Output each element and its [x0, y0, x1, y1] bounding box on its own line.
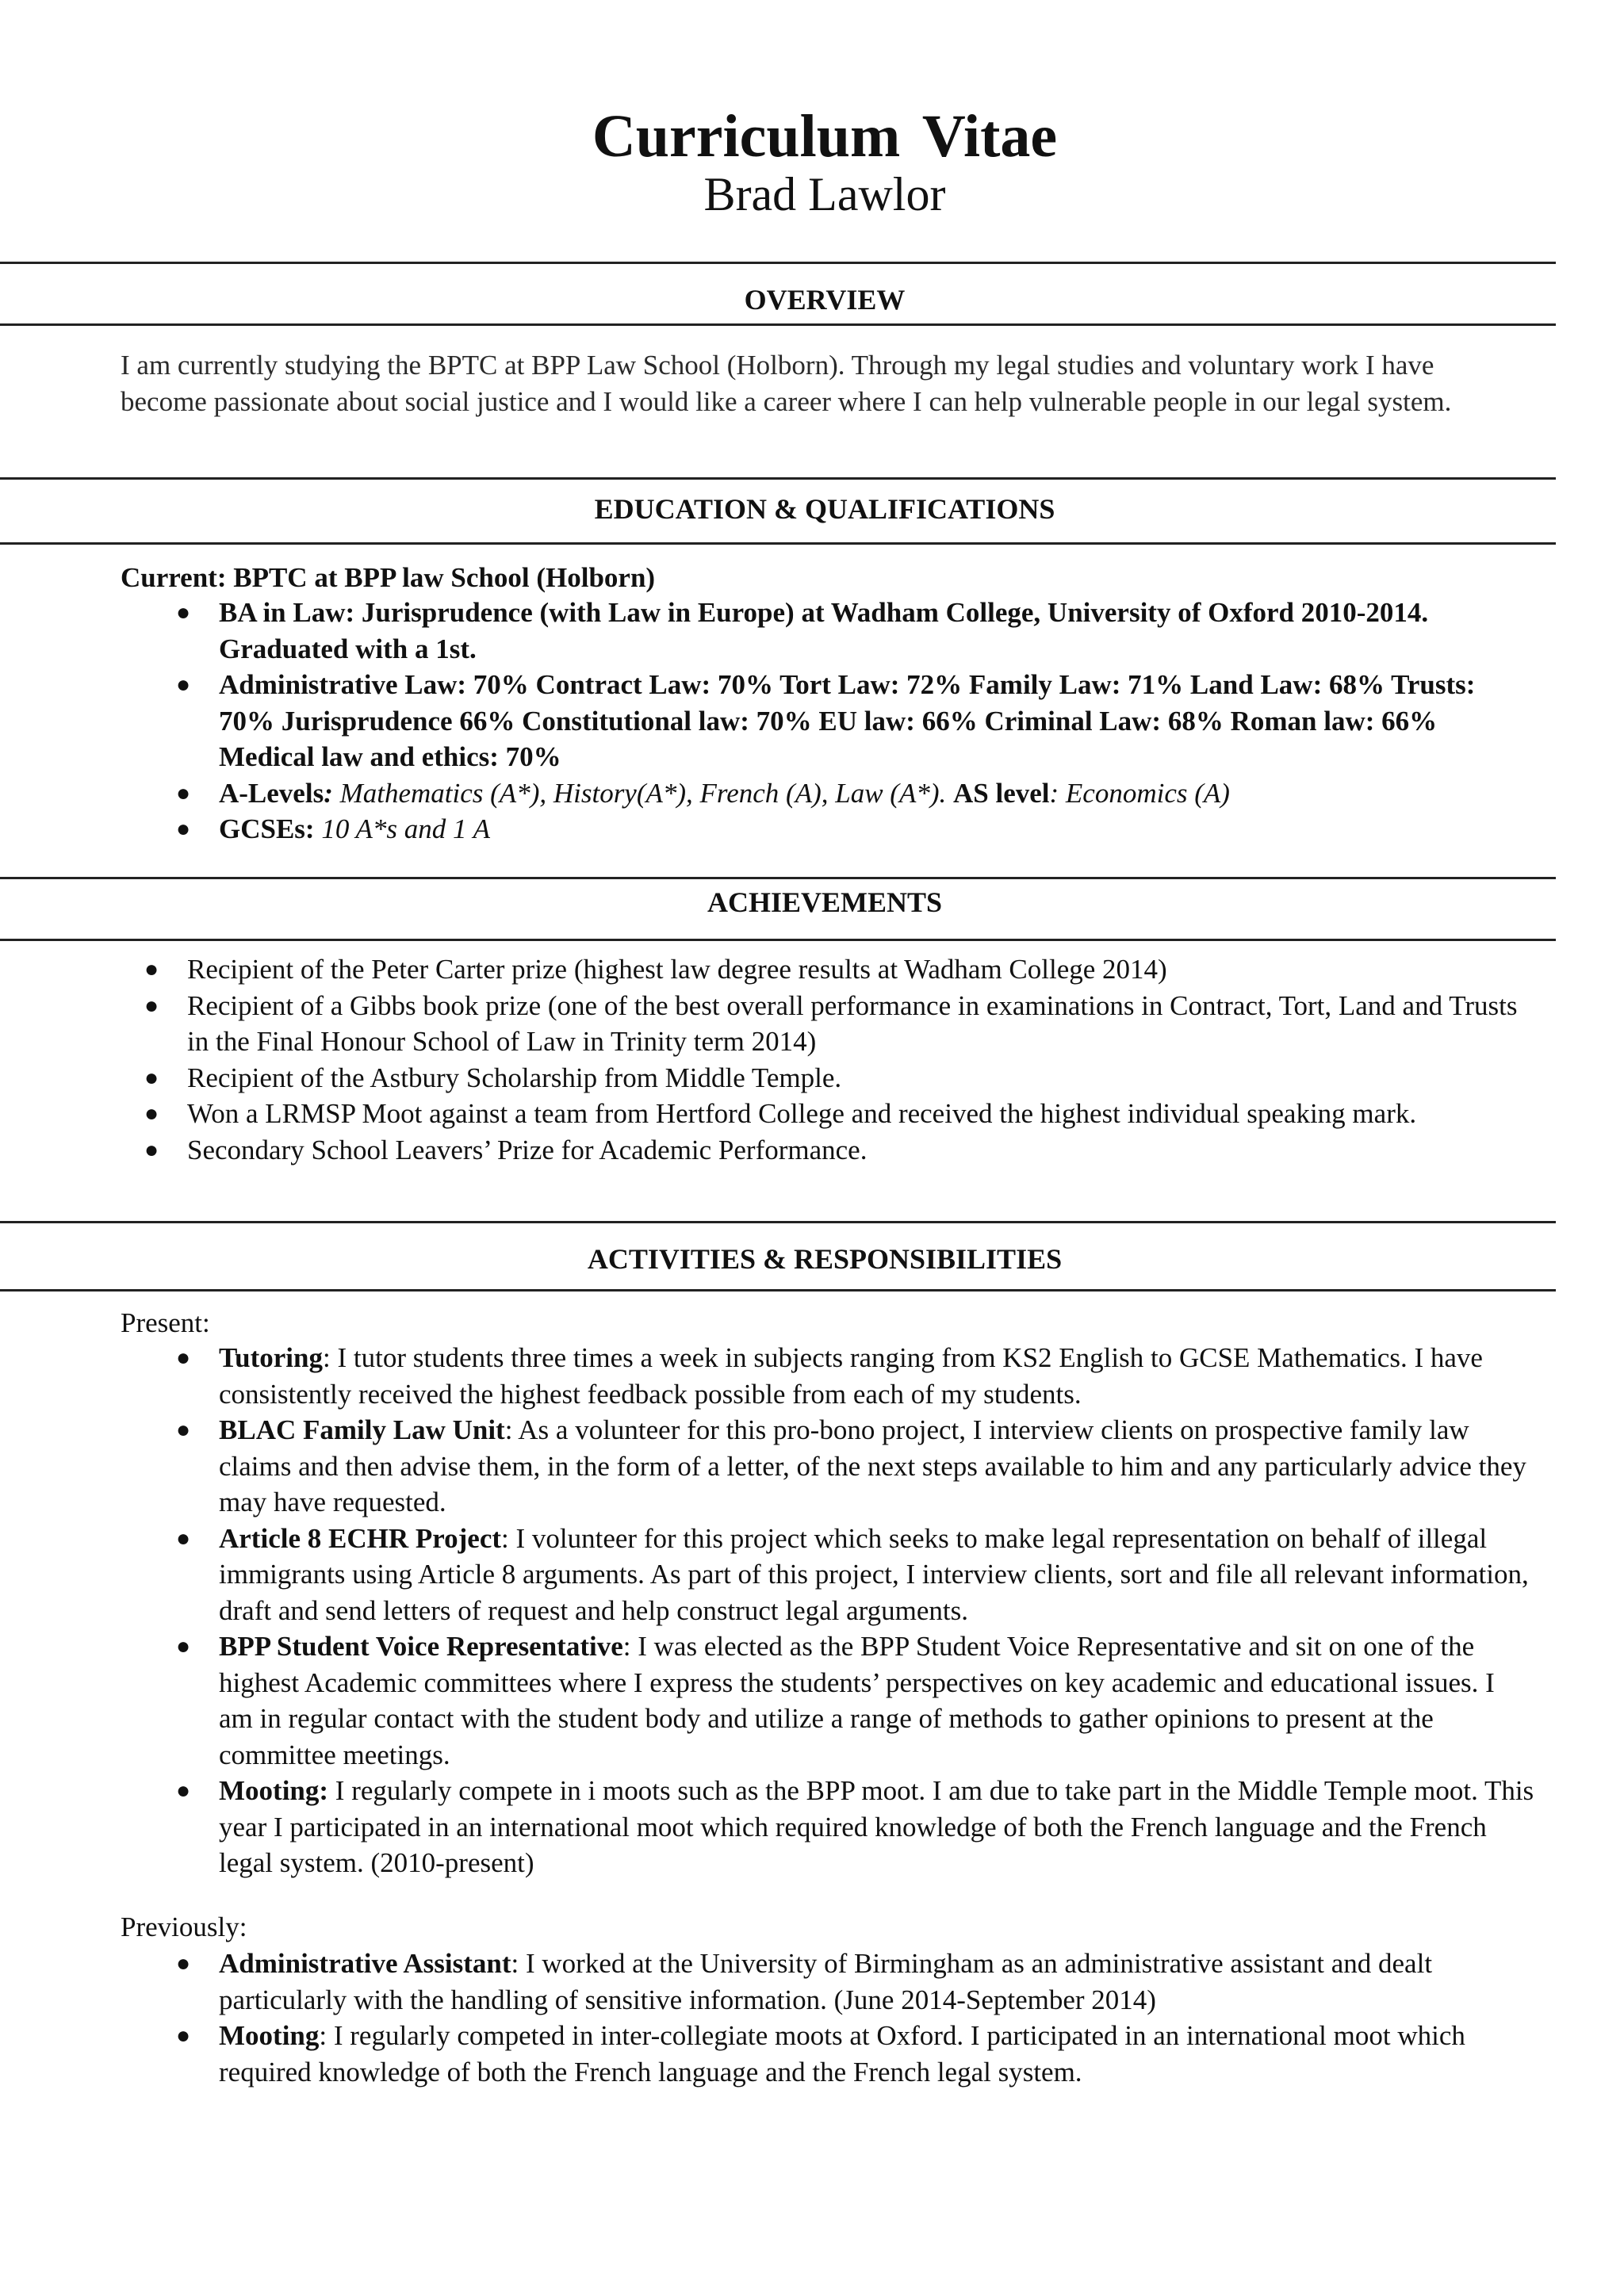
list-item: [176, 1773, 1535, 1881]
activity-title: BLAC Family Law Unit: [219, 1414, 505, 1445]
section-heading-overview: OVERVIEW: [744, 284, 906, 316]
bullet-icon: ●: [176, 2022, 191, 2049]
activity-title: Tutoring: [219, 1342, 323, 1373]
activity-description: I volunteer for this project which seeks to make legal representation on behalf of illegal immigrants using Article 8 arguments. As part of this project, I interview clients, sort and file all relevant information, draft and send letters of request and help construct legal arguments.: [219, 1522, 1529, 1626]
present-label: Present:: [121, 1307, 210, 1338]
bullet-icon: ●: [144, 992, 159, 1019]
bullet-icon: ●: [144, 1136, 159, 1163]
activity-title: Article 8 ECHR Project: [219, 1522, 502, 1554]
activity-description: As a volunteer for this pro-bono project, I interview clients on prospective family law claims and then advise them, in the form of a letter, of the next steps available to him and any particularly advice they may have requested.: [219, 1414, 1526, 1517]
divider: [0, 262, 1556, 264]
list-item: ● A-Levels: Mathematics (A*), History(A*), French (A), Law (A*). AS level: Economics (A): [219, 775, 1535, 812]
current-course: Current: BPTC at BPP law School (Holborn): [121, 562, 656, 593]
list-item: ● Mooting: I regularly competed in inter-collegiate moots at Oxford. I participated in an international moot which required knowledge of both the French language and the French legal system.: [219, 2018, 1535, 2090]
activity-description: I was elected as the BPP Student Voice Representative and sit on one of the highest Academic committees where I express the students’ perspectives on key academic and educational issues. I am in regular contact with the student body and utilize a range of methods to gather opinions to present at the committee meetings.: [219, 1631, 1495, 1770]
list-item: ● Won a LRMSP Moot against a team from Hertford College and received the highest individual speaking mark.: [187, 1096, 1535, 1132]
bullet-icon: ●: [144, 1064, 159, 1091]
divider: [0, 1289, 1556, 1292]
overview-text: I am currently studying the BPTC at BPP Law School (Holborn). Through my legal studies and voluntary work I have become passionate about social justice and I would like a career where I can help vulnerable people in our legal system.: [121, 350, 1452, 417]
bullet-icon: ●: [176, 672, 191, 698]
list-item: ● Administrative Assistant: I worked at the University of Birmingham as an administrative assistant and dealt particularly with the handling of sensitive information. (June 2014-September 2014): [219, 1946, 1535, 2018]
list-item: [176, 811, 1535, 848]
previous-label: Previously:: [121, 1911, 247, 1942]
bullet-icon: ●: [176, 816, 191, 842]
a-levels-detail: Mathematics (A*), History(A*), French (A), Law (A*).: [339, 777, 947, 809]
degree-text: BA in Law: Jurisprudence (with Law in Europe) at Wadham College, University of Oxford 2010-2014. Graduated with a 1st.: [219, 597, 1429, 664]
bullet-icon: ●: [176, 599, 191, 626]
bullet-icon: ●: [176, 779, 191, 806]
list-item: [176, 667, 1535, 775]
list-item: ● Secondary School Leavers’ Prize for Academic Performance.: [187, 1132, 1535, 1169]
candidate-name: Brad Lawlor: [703, 168, 946, 220]
divider: [0, 877, 1556, 879]
gcse-label: GCSEs:: [219, 813, 315, 844]
activity-description: I regularly compete in i moots such as the BPP moot. I am due to take part in the Middle Temple moot. This year I participated in an international moot which required knowledge of both the French language and the French legal system. (2010-present): [219, 1775, 1534, 1878]
activity-description: I tutor students three times a week in subjects ranging from KS2 English to GCSE Mathematics. I have consistently received the highest feedback possible from each of my students.: [219, 1342, 1483, 1410]
bullet-icon: ●: [176, 1950, 191, 1976]
list-item: ● BLAC Family Law Unit: As a volunteer for this pro-bono project, I interview clients on prospective family law claims and then advise them, in the form of a letter, of the next steps available to him and any particularly advice they may have requested.: [219, 1412, 1535, 1521]
as-level-label: AS level: [953, 777, 1050, 809]
section-heading-education: EDUCATION & QUALIFICATIONS: [594, 493, 1055, 525]
module-grades-text: Administrative Law: 70% Contract Law: 70% Tort Law: 72% Family Law: 71% Land Law: 68% Trusts: 70% Jurisprudence 66% Constitutional law: 70% EU law: 66% Criminal Law: 68% Roman law: 66% Medical law and ethics: 70%: [219, 669, 1476, 772]
bullet-icon: ●: [144, 956, 159, 982]
a-levels-label: A-Levels: [219, 777, 324, 809]
list-item: ● Article 8 ECHR Project: I volunteer for this project which seeks to make legal representation on behalf of illegal immigrants using Article 8 arguments. As part of this project, I interview clients, sort and file all relevant information, draft and send letters of request and help construct legal arguments.: [219, 1521, 1535, 1629]
activity-title: BPP Student Voice Representative: [219, 1631, 623, 1662]
document-title: Curriculum Vitae: [592, 103, 1058, 170]
divider: [0, 939, 1556, 941]
as-level-detail: Economics (A): [1065, 777, 1230, 809]
list-item: ● Recipient of the Astbury Scholarship from Middle Temple.: [187, 1060, 1535, 1096]
section-heading-activities: ACTIVITIES & RESPONSIBILITIES: [587, 1243, 1063, 1275]
list-item: [176, 595, 1535, 667]
list-item: ● Tutoring: I tutor students three times a week in subjects ranging from KS2 English to GCSE Mathematics. I have consistently received the highest feedback possible from each of my students.: [219, 1340, 1535, 1412]
bullet-icon: ●: [176, 1345, 191, 1371]
activity-title: Mooting:: [219, 1775, 329, 1806]
previous-activities-list: [176, 1946, 1535, 2090]
list-item: ● Recipient of a Gibbs book prize (one of the best overall performance in examinations in Contract, Tort, Land and Trusts in the Final Honour School of Law in Trinity term 2014): [187, 988, 1535, 1060]
activity-description: I regularly competed in inter-collegiate moots at Oxford. I participated in an international moot which required knowledge of both the French language and the French legal system.: [219, 2020, 1465, 2087]
divider: [0, 477, 1556, 480]
gcse-detail: 10 A*s and 1 A: [321, 813, 490, 844]
activity-description: I worked at the University of Birmingham as an administrative assistant and dealt particularly with the handling of sensitive information. (June 2014-September 2014): [219, 1948, 1433, 2015]
bullet-icon: ●: [176, 1777, 191, 1804]
bullet-icon: ●: [176, 1525, 191, 1552]
bullet-icon: ●: [144, 1100, 159, 1127]
activity-title: Mooting: [219, 2020, 320, 2051]
divider: [0, 323, 1556, 326]
achievements-list: [144, 951, 1535, 1168]
list-item: ● BPP Student Voice Representative: I was elected as the BPP Student Voice Representative and sit on one of the highest Academic committees where I express the students’ perspectives on key academic and educational issues. I am in regular contact with the student body and utilize a range of methods to gather opinions to present at the committee meetings.: [219, 1628, 1535, 1773]
divider: [0, 1221, 1556, 1223]
list-item: ● Recipient of the Peter Carter prize (highest law degree results at Wadham College 2014): [187, 951, 1535, 988]
education-list: [176, 595, 1535, 848]
bullet-icon: ●: [176, 1417, 191, 1443]
activity-title: Administrative Assistant: [219, 1948, 511, 1979]
section-heading-achievements: ACHIEVEMENTS: [707, 886, 943, 918]
present-activities-list: [176, 1340, 1535, 1881]
bullet-icon: ●: [176, 1633, 191, 1659]
divider: [0, 542, 1556, 545]
